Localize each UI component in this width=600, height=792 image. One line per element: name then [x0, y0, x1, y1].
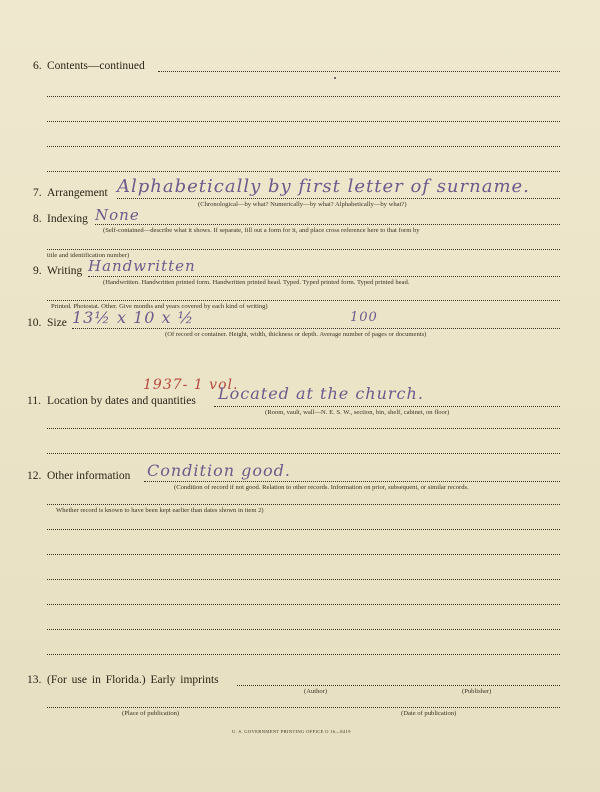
item-13-label: (For use in Florida.) Early imprints [47, 674, 219, 686]
item-11-number: 11. [27, 395, 41, 407]
item-8-number: 8. [33, 213, 42, 225]
other-line[interactable] [144, 481, 560, 482]
arrangement-line[interactable] [117, 198, 560, 199]
indexing-value: None [95, 206, 140, 224]
indexing-line-2[interactable] [47, 249, 560, 250]
item-7-label: Arrangement [47, 187, 108, 199]
writing-value: Handwritten [88, 257, 196, 275]
location-line-2[interactable] [47, 428, 560, 429]
indexing-hint: (Self-contained—describe what it shows. If separate, fill out a form for it, and place cross reference here to that form by [103, 227, 420, 234]
writing-line[interactable] [88, 276, 560, 277]
other-line-3[interactable] [47, 529, 560, 530]
item-12-number: 12. [27, 470, 42, 482]
location-line-3[interactable] [47, 453, 560, 454]
item-6-number: 6. [33, 60, 42, 72]
item-9-number: 9. [33, 265, 42, 277]
other-line-8[interactable] [47, 654, 560, 655]
arrangement-hint: (Chronological—by what? Numerically—by what? Alphabetically—by what?) [198, 201, 407, 208]
contents-line-1[interactable] [158, 71, 560, 72]
other-hint-2: Whether record is known to have been kept earlier than dates shown in item 2) [56, 507, 264, 514]
place-date-line[interactable] [47, 707, 560, 708]
size-pages-value: 100 [350, 310, 378, 325]
other-line-7[interactable] [47, 629, 560, 630]
date-caption: (Date of publication) [401, 710, 457, 717]
other-line-2[interactable] [47, 504, 560, 505]
other-hint: (Condition of record if not good. Relation to other records. Information on prior, subsequent, or similar records. [174, 484, 469, 491]
author-publisher-line[interactable] [237, 685, 560, 686]
indexing-hint-2: title and identification number) [47, 252, 130, 259]
other-line-6[interactable] [47, 604, 560, 605]
other-line-5[interactable] [47, 579, 560, 580]
other-value: Condition good. [147, 461, 291, 480]
printer-imprint: U. S. GOVERNMENT PRINTING OFFICE O 16—8419 [232, 729, 351, 734]
item-10-number: 10. [27, 317, 42, 329]
item-9-label: Writing [47, 265, 83, 277]
writing-line-2[interactable] [47, 300, 560, 301]
item-13-number: 13. [27, 674, 42, 686]
item-10-label: Size [47, 317, 67, 329]
size-value: 13½ x 10 x ½ [72, 308, 195, 327]
item-6-label: Contents—continued [47, 60, 145, 72]
writing-hint-2: Printed. Photostat. Other. Give months and years covered by each kind of writing) [51, 303, 268, 310]
item-12-label: Other information [47, 470, 131, 482]
contents-line-3[interactable] [47, 121, 560, 122]
contents-line-4[interactable] [47, 146, 560, 147]
contents-line-2[interactable] [47, 96, 560, 97]
item-11-label: Location by dates and quantities [47, 395, 196, 407]
location-dates-value: 1937- 1 vol. [143, 377, 239, 393]
author-caption: (Author) [304, 688, 328, 695]
size-line[interactable] [72, 328, 560, 329]
location-hint: (Room, vault, wall—N. E. S. W., section, bin, shelf, cabinet, on floor) [265, 409, 450, 416]
location-value: Located at the church. [218, 384, 424, 403]
ink-speck [334, 77, 336, 79]
place-caption: (Place of publication) [122, 710, 180, 717]
item-8-label: Indexing [47, 213, 88, 225]
publisher-caption: (Publisher) [462, 688, 492, 695]
location-line[interactable] [214, 406, 560, 407]
contents-line-5[interactable] [47, 171, 560, 172]
writing-hint: (Handwritten. Handwritten printed form. Handwritten printed head. Typed. Typed printed form. Typed printed head. [103, 279, 410, 286]
size-hint: (Of record or container. Height, width, thickness or depth. Average number of pages or documents) [165, 331, 427, 338]
arrangement-value: Alphabetically by first letter of surname. [117, 176, 530, 197]
indexing-line[interactable] [95, 224, 560, 225]
other-line-4[interactable] [47, 554, 560, 555]
item-7-number: 7. [33, 187, 42, 199]
